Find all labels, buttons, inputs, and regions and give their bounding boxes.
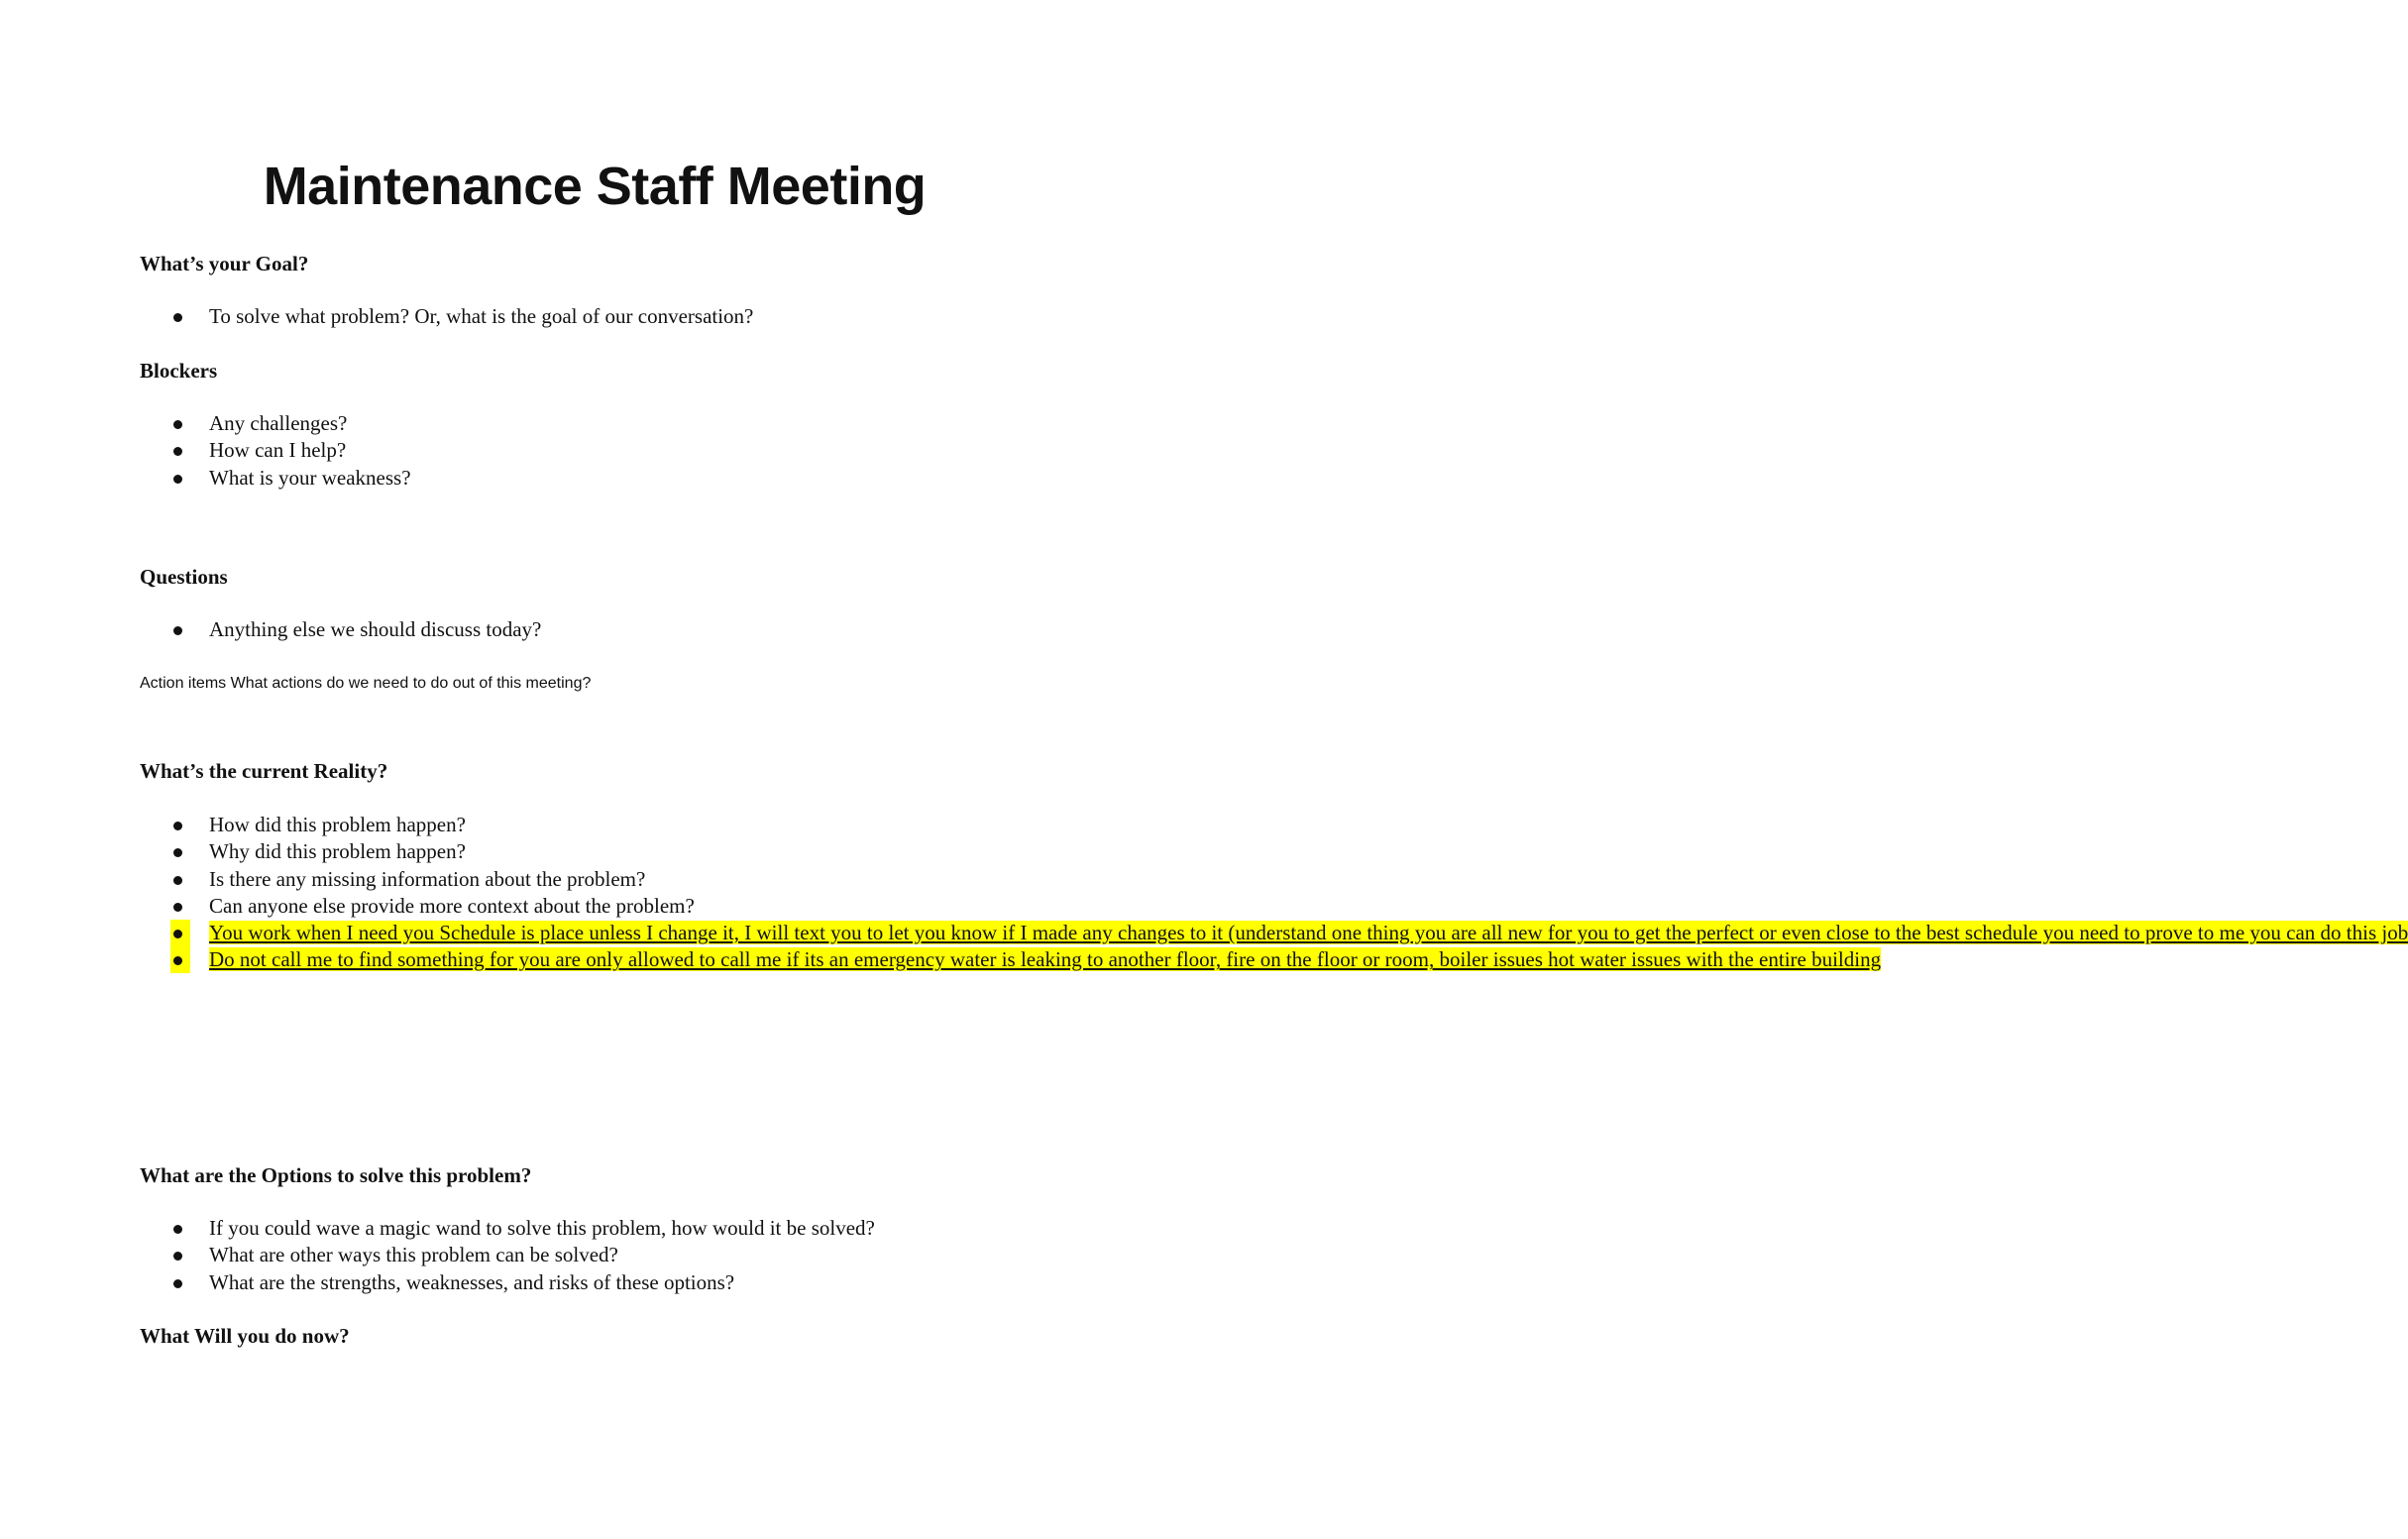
list-item: What are the strengths, weaknesses, and risks of these options? xyxy=(0,1269,875,1296)
list-item: Can anyone else provide more context about the problem? xyxy=(0,893,1051,920)
list-item: To solve what problem? Or, what is the goal of our conversation? xyxy=(0,303,753,330)
bullet-icon xyxy=(170,946,190,973)
action-items-line: Action items What actions do we need to do out of this meeting? xyxy=(140,675,592,692)
bullet-icon xyxy=(173,1225,182,1234)
bullet-icon xyxy=(173,313,182,322)
list-item: Is there any missing information about the problem? xyxy=(0,866,1051,893)
bullet-icon xyxy=(173,420,182,429)
bullet-icon xyxy=(173,848,182,857)
bullet-icon xyxy=(170,920,190,946)
document-title: Maintenance Staff Meeting xyxy=(263,157,927,216)
list-item: If you could wave a magic wand to solve this problem, how would it be solved? xyxy=(0,1215,875,1242)
list-item: Any challenges? xyxy=(0,410,411,437)
highlighted-text: You work when I need you Schedule is place unless I change it, I will text you to let you know if I made any changes to it (understand one thing you are all new for you to get the perfect or even close to the best schedule you need to prove to me you can do this job xyxy=(209,921,2408,945)
highlighted-text: Do not call me to find something for you are only allowed to call me if its an emergency water is leaking to another floor, fire on the floor or room, boiler issues hot water issues with the entire building xyxy=(209,947,1882,972)
options-heading: What are the Options to solve this problem? xyxy=(140,1163,532,1187)
bullet-icon xyxy=(173,1279,182,1288)
goal-heading: What’s your Goal? xyxy=(140,252,309,275)
bullet-icon xyxy=(173,475,182,484)
bullet-icon xyxy=(173,626,182,635)
goal-list xyxy=(0,303,753,330)
bullet-icon xyxy=(173,903,182,912)
list-item: Why did this problem happen? xyxy=(0,838,1051,865)
bullet-icon xyxy=(173,876,182,885)
reality-list xyxy=(0,812,2408,974)
highlighted-list-item xyxy=(0,946,1882,973)
list-item: What are other ways this problem can be solved? xyxy=(0,1242,875,1268)
questions-list xyxy=(0,616,541,643)
options-list xyxy=(0,1215,875,1296)
highlighted-list-item xyxy=(0,920,2408,946)
list-item: How can I help? xyxy=(0,437,411,464)
list-item: Anything else we should discuss today? xyxy=(0,616,541,643)
list-item: What is your weakness? xyxy=(0,465,411,492)
bullet-icon xyxy=(173,1252,182,1261)
list-item: How did this problem happen? xyxy=(0,812,1051,838)
will-heading: What Will you do now? xyxy=(140,1324,350,1348)
bullet-icon xyxy=(173,822,182,830)
bullet-icon xyxy=(173,447,182,456)
blockers-heading: Blockers xyxy=(140,359,218,383)
questions-heading: Questions xyxy=(140,565,228,589)
blockers-list xyxy=(0,410,411,492)
reality-heading: What’s the current Reality? xyxy=(140,759,388,783)
